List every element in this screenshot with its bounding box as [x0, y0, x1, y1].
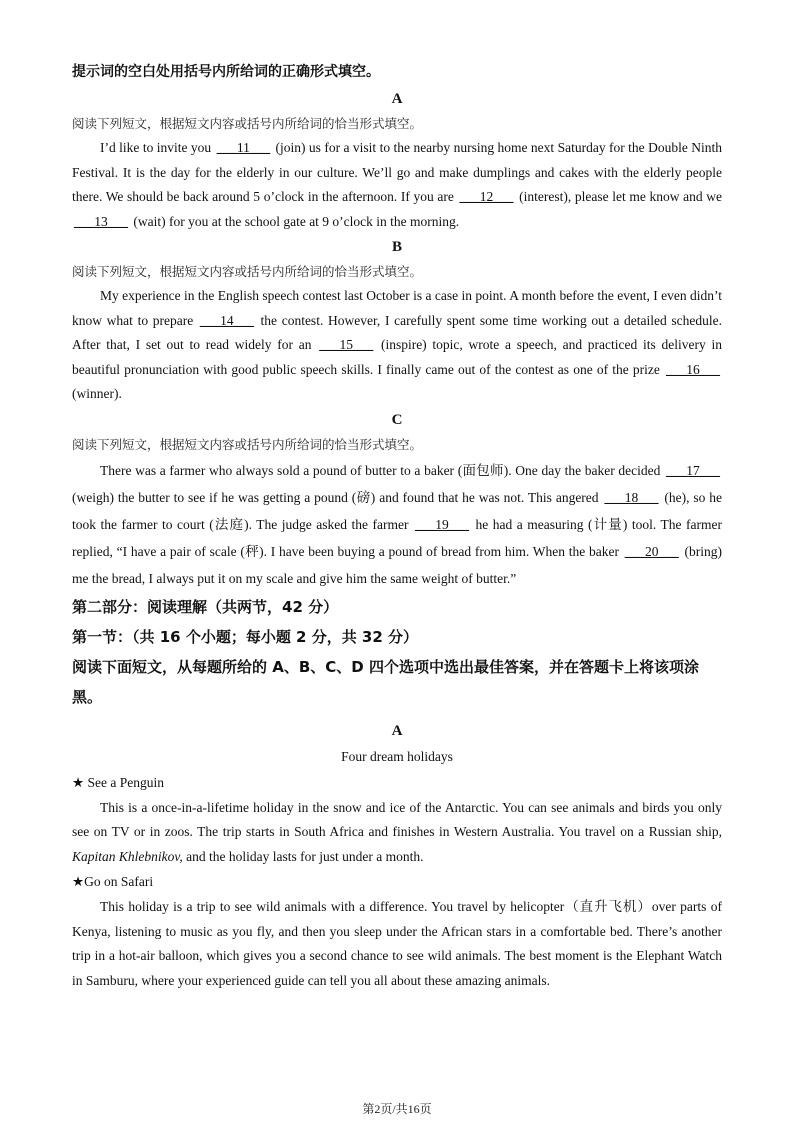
blank-16: ___16___: [666, 361, 720, 377]
blank-19: ___19___: [415, 516, 469, 532]
section-c-passage: There was a farmer who always sold a pound of butter to a baker (面包师). One day the baker decided ___17___ (weigh) the butter to see if he was getting a pound (磅) and found that he was not. This angered ___18___ (he), so he took the farmer to court (法庭). The judge asked the farmer ___19___ he had a measuring (计量) tool. The farmer replied, “I have a pair of scale (秤). I have been buying a pound of bread from him. When the baker ___20___ (bring) me the bread, I always put it on my scale and give him the same weight of butter.”: [72, 462, 723, 586]
blank-18: ___18___: [604, 489, 659, 505]
section-b-letter: B: [391, 239, 402, 255]
section-b-instruction: 阅读下列短文，根据短文内容或括号内所给词的恰当形式填空。: [72, 264, 423, 279]
item-penguin-heading: ★ See a Penguin: [72, 774, 164, 790]
blank-17: ___17___: [666, 462, 720, 478]
ship-name: Kapitan Khlebnikov,: [72, 848, 183, 864]
section-a-passage: I’d like to invite you ___11___ (join) us for a visit to the nearby nursing home next Saturday for the Double Ninth Festival. It is the day for the elderly in our culture. We’ll go and make dumplings and cakes with the elderly people there. We should be back around 5 o’clock in the afternoon. If you are ___12___ (interest), please let me know and we ___13___ (wait) for you at the school gate at 9 o’clock in the morning.: [72, 140, 722, 229]
section-b-passage: My experience in the English speech contest last October is a case in point. A month before the event, I even didn’t know what to prepare ___14___ the contest. However, I carefully spent some time working out a detailed schedule. After that, I set out to read widely for an ___15___ (inspire) topic, wrote a speech, and practiced its delivery in beautiful pronunciation with good public speech skills. I finally came out of the contest as one of the prize ___16___ (winner).: [72, 288, 722, 401]
section-a-instruction: 阅读下列短文，根据短文内容或括号内所给词的恰当形式填空。: [72, 116, 423, 131]
part-two-heading: 第二部分：阅读理解（共两节，42 分）: [72, 597, 339, 616]
blank-12: ___12___: [459, 189, 514, 204]
page-number: 第2页/共16页: [362, 1102, 432, 1116]
reading-instruction: 阅读下面短文，从每题所给的 A、B、C、D 四个选项中选出最佳答案，并在答题卡上将该项涂黑。: [72, 657, 699, 706]
section-c-instruction: 阅读下列短文，根据短文内容或括号内所给词的恰当形式填空。: [72, 436, 423, 452]
blank-20: ___20___: [624, 543, 679, 559]
reading-a-letter: A: [391, 722, 403, 739]
section-a-letter: A: [391, 91, 403, 107]
section-one-heading: 第一节：（共 16 个小题；每小题 2 分，共 32 分）: [72, 627, 419, 646]
reading-title: Four dream holidays: [341, 748, 453, 764]
document-page: [72, 58, 722, 993]
item-penguin-text: This is a once-in-a-lifetime holiday in the snow and ice of the Antarctic. You can see animals and birds you only see on TV or in zoos. The trip starts in South Africa and finishes in Western Australia. You travel on a Russian ship, Kapitan Khlebnikov, and the holiday lasts for just under a month.: [72, 799, 722, 864]
blank-15: ___15___: [319, 337, 374, 352]
section-c-letter: C: [391, 411, 403, 428]
fill-in-instruction: 提示词的空白处用括号内所给词的正确形式填空。: [72, 64, 380, 80]
blank-13: ___13___: [74, 213, 128, 229]
blank-11: ___11___: [216, 140, 271, 155]
item-safari-text: This holiday is a trip to see wild animals with a difference. You travel by helicopter（直升飞机）over parts of Kenya, listening to music as you fly, and then you sleep under the African stars in a comfortable bed. There’s another trip in a hot-air balloon, which gives you a second chance to see wild animals. The best moment is the Elephant Watch in Samburu, where your experienced guide can tell you all about these amazing animals.: [72, 899, 722, 988]
blank-14: ___14___: [199, 312, 254, 328]
item-safari-heading: ★Go on Safari: [72, 874, 154, 889]
